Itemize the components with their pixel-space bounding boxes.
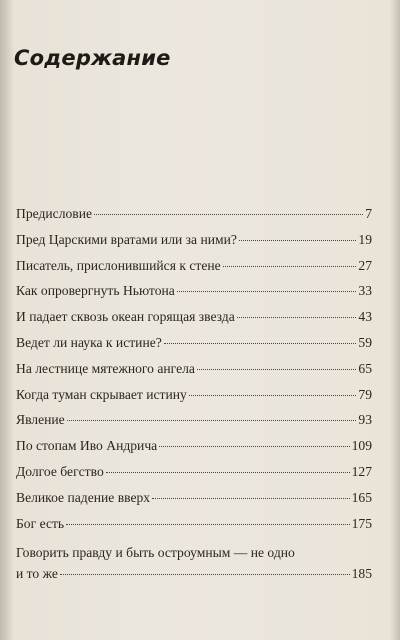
toc-entry-title: Писатель, прислонившийся к стене bbox=[16, 257, 221, 273]
toc-entry-page: 7 bbox=[365, 206, 372, 221]
toc-entry bbox=[16, 361, 372, 387]
toc-entry-title: И падает сквозь океан горящая звезда bbox=[16, 309, 235, 325]
toc-entry bbox=[16, 258, 372, 284]
dot-leader bbox=[106, 472, 350, 473]
toc-entry-page: 59 bbox=[358, 334, 372, 350]
toc-entry-page: 93 bbox=[358, 412, 372, 428]
toc-entry bbox=[16, 232, 372, 258]
toc-entry-title: Когда туман скрывает истину bbox=[16, 386, 187, 402]
toc-entry bbox=[16, 516, 372, 542]
toc-entry bbox=[16, 283, 372, 309]
toc-entry-title: Пред Царскими вратами или за ними? bbox=[16, 231, 237, 247]
toc-entry-page: 43 bbox=[358, 309, 372, 325]
dot-leader bbox=[237, 317, 357, 318]
dot-leader bbox=[152, 498, 350, 499]
toc-entry bbox=[16, 387, 372, 413]
dot-leader bbox=[177, 291, 357, 292]
toc-entry-title: Бог есть bbox=[16, 515, 65, 531]
page-edge-shadow bbox=[390, 0, 400, 640]
toc-entry-page: 165 bbox=[351, 489, 372, 505]
toc-entry-title-line2: и то же bbox=[16, 566, 58, 582]
toc-entry-title: Ведет ли наука к истине? bbox=[16, 334, 162, 350]
toc-entry-page: 27 bbox=[358, 257, 372, 273]
toc-entry bbox=[16, 464, 372, 490]
toc-entry bbox=[16, 335, 372, 361]
toc-entry-title: Как опровергнуть Ньютона bbox=[16, 283, 175, 299]
toc-entry-multiline bbox=[16, 543, 372, 585]
dot-leader bbox=[66, 524, 349, 525]
toc-entry-page: 175 bbox=[351, 515, 372, 531]
toc-entry bbox=[16, 309, 372, 335]
contents-heading: Содержание bbox=[14, 46, 171, 70]
dot-leader bbox=[94, 214, 363, 215]
dot-leader bbox=[159, 446, 349, 447]
toc-entry-title: На лестнице мятежного ангела bbox=[16, 360, 195, 376]
toc-entry-page: 65 bbox=[358, 360, 372, 376]
dot-leader bbox=[239, 240, 356, 241]
dot-leader bbox=[223, 266, 357, 267]
toc-entry-page: 33 bbox=[358, 283, 372, 299]
toc-entry-page: 109 bbox=[351, 438, 372, 454]
toc-entry-page: 127 bbox=[351, 463, 372, 479]
toc-entry-title: Великое падение вверх bbox=[16, 489, 151, 505]
dot-leader bbox=[197, 369, 356, 370]
toc-entry-title-line1: Говорить правду и быть остроумным — не одно bbox=[16, 545, 295, 561]
toc-entry-page: 185 bbox=[351, 566, 372, 582]
dot-leader bbox=[189, 395, 357, 396]
toc-entry-title: Предисловие bbox=[16, 206, 93, 221]
table-of-contents bbox=[16, 206, 372, 585]
toc-entry bbox=[16, 490, 372, 516]
toc-entry bbox=[16, 412, 372, 438]
toc-entry-title: Явление bbox=[16, 412, 65, 428]
toc-entry-title: Долгое бегство bbox=[16, 463, 104, 479]
page-gutter-shadow bbox=[0, 0, 14, 640]
toc-entry-page: 79 bbox=[358, 386, 372, 402]
dot-leader bbox=[164, 343, 357, 344]
dot-leader bbox=[67, 420, 357, 421]
toc-entry-title: По стопам Иво Андрича bbox=[16, 438, 158, 454]
toc-entry bbox=[16, 438, 372, 464]
toc-entry-page: 19 bbox=[358, 231, 372, 247]
toc-entry-second-line bbox=[16, 563, 372, 585]
dot-leader bbox=[60, 574, 350, 575]
toc-entry bbox=[16, 206, 372, 232]
